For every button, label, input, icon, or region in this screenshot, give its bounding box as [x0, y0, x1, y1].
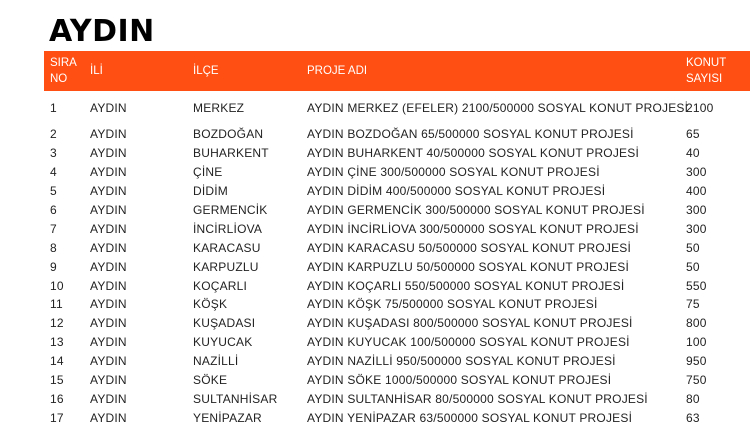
- cell-sira-no: 16: [50, 391, 64, 406]
- cell-konut-sayisi: 65: [686, 127, 700, 142]
- cell-sira-no: 7: [50, 221, 57, 236]
- cell-proje-adi: AYDIN KUŞADASI 800/500000 SOSYAL KONUT PROJESİ: [307, 316, 633, 331]
- cell-ilce: KARPUZLU: [193, 259, 259, 274]
- cell-proje-adi: AYDIN DİDİM 400/500000 SOSYAL KONUT PROJESİ: [307, 184, 606, 199]
- table-row: [44, 144, 750, 163]
- cell-sira-no: 9: [50, 259, 57, 274]
- cell-ilce: ÇİNE: [193, 165, 223, 180]
- housing-projects-table: [44, 51, 750, 427]
- cell-proje-adi: AYDIN ÇİNE 300/500000 SOSYAL KONUT PROJESİ: [307, 165, 600, 180]
- cell-ilce: NAZİLLİ: [193, 354, 239, 369]
- cell-ilce: SÖKE: [193, 373, 228, 388]
- table-row: [44, 333, 750, 352]
- table-body: [44, 91, 750, 427]
- table-row: [44, 276, 750, 295]
- cell-ilce: KÖŞK: [193, 297, 228, 312]
- cell-ili: AYDIN: [90, 410, 127, 425]
- cell-konut-sayisi: 750: [686, 373, 707, 388]
- cell-proje-adi: AYDIN KARACASU 50/500000 SOSYAL KONUT PROJESİ: [307, 240, 632, 255]
- cell-sira-no: 1: [50, 101, 57, 115]
- cell-proje-adi: AYDIN MERKEZ (EFELER) 2100/500000 SOSYAL KONUT PROJESİ: [307, 101, 689, 115]
- cell-proje-adi: AYDIN KARPUZLU 50/500000 SOSYAL KONUT PROJESİ: [307, 259, 630, 274]
- table-row: [44, 238, 750, 257]
- cell-ilce: KOÇARLI: [193, 278, 248, 293]
- cell-proje-adi: AYDIN SÖKE 1000/500000 SOSYAL KONUT PROJESİ: [307, 373, 612, 388]
- table-row: [44, 371, 750, 390]
- header-ilce: İLÇE: [193, 65, 219, 77]
- cell-ilce: BUHARKENT: [193, 146, 269, 161]
- table-row: [44, 352, 750, 371]
- cell-konut-sayisi: 100: [686, 335, 707, 350]
- page-title: AYDIN: [49, 14, 155, 49]
- cell-ilce: DİDİM: [193, 184, 228, 199]
- header-proje-adi: PROJE ADI: [307, 65, 368, 77]
- cell-proje-adi: AYDIN NAZİLLİ 950/500000 SOSYAL KONUT PROJESİ: [307, 354, 616, 369]
- header-konut-sayisi: KONUT SAYISI: [686, 57, 727, 85]
- table-row: [44, 295, 750, 314]
- table-row: [44, 91, 750, 125]
- cell-ilce: KARACASU: [193, 240, 261, 255]
- table-header: [44, 51, 750, 91]
- cell-sira-no: 10: [50, 278, 64, 293]
- cell-ili: AYDIN: [90, 316, 127, 331]
- table-row: [44, 163, 750, 182]
- cell-konut-sayisi: 63: [686, 410, 700, 425]
- cell-sira-no: 6: [50, 203, 57, 217]
- cell-ilce: KUŞADASI: [193, 316, 256, 331]
- cell-ili: AYDIN: [90, 278, 127, 293]
- table-row: [44, 257, 750, 276]
- cell-ilce: İNCİRLİOVA: [193, 221, 263, 236]
- cell-konut-sayisi: 75: [686, 297, 700, 312]
- cell-sira-no: 5: [50, 184, 57, 199]
- cell-ili: AYDIN: [90, 240, 127, 255]
- cell-konut-sayisi: 550: [686, 278, 707, 293]
- cell-ilce: BOZDOĞAN: [193, 127, 264, 142]
- cell-ilce: YENİPAZAR: [193, 410, 262, 425]
- cell-sira-no: 4: [50, 165, 57, 180]
- cell-konut-sayisi: 300: [686, 165, 707, 180]
- cell-ili: AYDIN: [90, 221, 127, 236]
- cell-konut-sayisi: 300: [686, 221, 707, 236]
- cell-proje-adi: AYDIN KÖŞK 75/500000 SOSYAL KONUT PROJESİ: [307, 297, 598, 312]
- cell-sira-no: 12: [50, 316, 64, 331]
- table-row: [44, 389, 750, 408]
- cell-konut-sayisi: 950: [686, 354, 707, 369]
- cell-proje-adi: AYDIN İNCİRLİOVA 300/500000 SOSYAL KONUT PROJESİ: [307, 221, 639, 236]
- cell-proje-adi: AYDIN YENİPAZAR 63/500000 SOSYAL KONUT PROJESİ: [307, 410, 633, 425]
- cell-sira-no: 17: [50, 410, 64, 425]
- header-row: [44, 51, 750, 91]
- cell-proje-adi: AYDIN GERMENCİK 300/500000 SOSYAL KONUT PROJESİ: [307, 203, 645, 217]
- cell-sira-no: 13: [50, 335, 64, 350]
- cell-ili: AYDIN: [90, 391, 127, 406]
- cell-ilce: MERKEZ: [193, 101, 245, 115]
- cell-ili: AYDIN: [90, 354, 127, 369]
- cell-sira-no: 2: [50, 127, 57, 142]
- table-row: [44, 314, 750, 333]
- cell-ili: AYDIN: [90, 165, 127, 180]
- table-row: [44, 408, 750, 427]
- cell-konut-sayisi: 40: [686, 146, 700, 161]
- cell-konut-sayisi: 400: [686, 184, 707, 199]
- cell-ili: AYDIN: [90, 259, 127, 274]
- table-row: [44, 201, 750, 220]
- cell-konut-sayisi: 2100: [686, 101, 714, 115]
- table-row: [44, 182, 750, 201]
- cell-sira-no: 14: [50, 354, 64, 369]
- housing-projects-table-container: [44, 51, 750, 427]
- table-row: [44, 125, 750, 144]
- cell-sira-no: 8: [50, 240, 57, 255]
- cell-ilce: GERMENCİK: [193, 203, 268, 217]
- cell-ili: AYDIN: [90, 101, 127, 115]
- cell-ili: AYDIN: [90, 373, 127, 388]
- cell-ili: AYDIN: [90, 335, 127, 350]
- header-ili: İLİ: [90, 65, 103, 77]
- cell-ilce: KUYUCAK: [193, 335, 253, 350]
- cell-sira-no: 11: [50, 297, 63, 312]
- cell-ili: AYDIN: [90, 184, 127, 199]
- cell-konut-sayisi: 50: [686, 240, 700, 255]
- cell-ili: AYDIN: [90, 127, 127, 142]
- cell-ilce: SULTANHİSAR: [193, 391, 278, 406]
- cell-proje-adi: AYDIN KOÇARLI 550/500000 SOSYAL KONUT PROJESİ: [307, 278, 625, 293]
- cell-sira-no: 3: [50, 146, 57, 161]
- cell-konut-sayisi: 300: [686, 203, 707, 217]
- cell-proje-adi: AYDIN BOZDOĞAN 65/500000 SOSYAL KONUT PROJESİ: [307, 127, 634, 142]
- cell-sira-no: 15: [50, 373, 64, 388]
- cell-ili: AYDIN: [90, 297, 127, 312]
- cell-proje-adi: AYDIN SULTANHİSAR 80/500000 SOSYAL KONUT PROJESİ: [307, 391, 648, 406]
- cell-konut-sayisi: 50: [686, 259, 700, 274]
- cell-konut-sayisi: 800: [686, 316, 707, 331]
- cell-ili: AYDIN: [90, 203, 127, 217]
- table-row: [44, 219, 750, 238]
- cell-ili: AYDIN: [90, 146, 127, 161]
- cell-konut-sayisi: 80: [686, 391, 700, 406]
- cell-proje-adi: AYDIN KUYUCAK 100/500000 SOSYAL KONUT PROJESİ: [307, 335, 630, 350]
- header-sira-no: SIRA NO: [50, 57, 77, 85]
- cell-proje-adi: AYDIN BUHARKENT 40/500000 SOSYAL KONUT PROJESİ: [307, 146, 639, 161]
